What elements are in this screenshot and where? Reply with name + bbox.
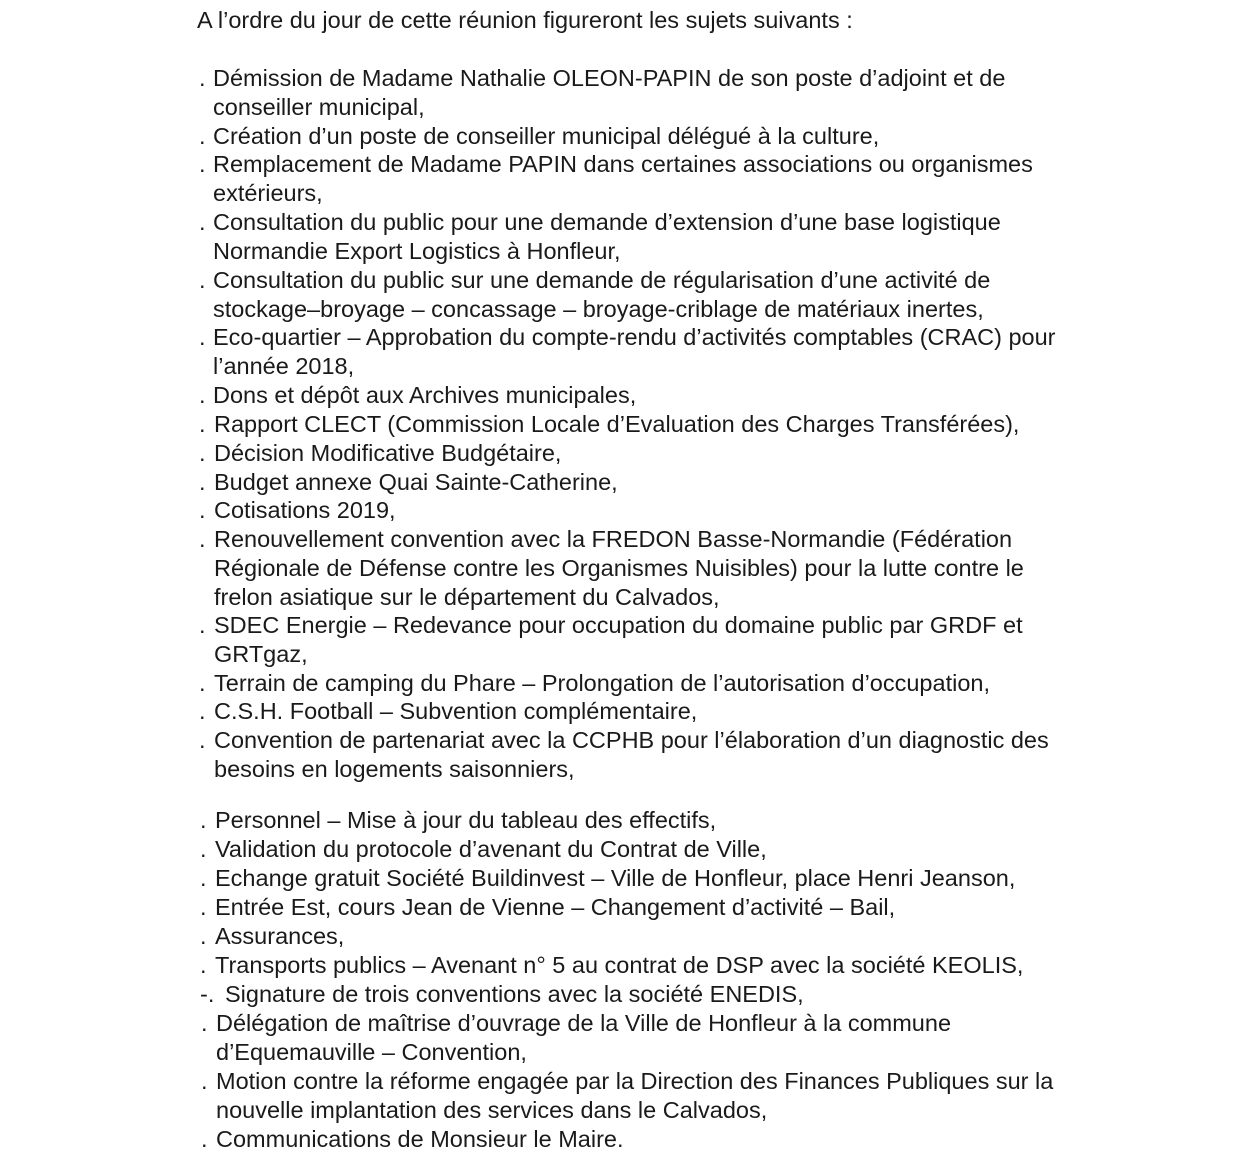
agenda-item-marker: . — [199, 497, 206, 523]
agenda-item-text: Communications de Monsieur le Maire. — [216, 1126, 624, 1152]
agenda-item-text: conseiller municipal, — [213, 94, 425, 120]
agenda-item-marker: . — [199, 267, 206, 293]
agenda-item-text: Création d’un poste de conseiller municipal délégué à la culture, — [213, 123, 880, 149]
agenda-item-marker: . — [199, 411, 206, 437]
agenda-item-marker: . — [200, 952, 207, 978]
agenda-item-text: extérieurs, — [213, 180, 323, 206]
agenda-item-marker: . — [199, 382, 206, 408]
agenda-item-marker: . — [199, 123, 206, 149]
agenda-item-marker: . — [201, 1010, 208, 1036]
agenda-item-marker: . — [200, 894, 207, 920]
agenda-item-marker: . — [199, 151, 206, 177]
agenda-item-text: stockage–broyage – concassage – broyage-criblage de matériaux inertes, — [213, 296, 984, 322]
agenda-item-text: frelon asiatique sur le département du Calvados, — [214, 584, 720, 610]
agenda-item-text: Cotisations 2019, — [214, 497, 396, 523]
agenda-item-text: Personnel – Mise à jour du tableau des effectifs, — [215, 807, 717, 833]
agenda-item-marker: . — [199, 65, 206, 91]
agenda-item-text: Démission de Madame Nathalie OLEON-PAPIN de son poste d’adjoint et de — [213, 65, 1006, 91]
agenda-item-text: Eco-quartier – Approbation du compte-rendu d’activités comptables (CRAC) pour — [213, 324, 1056, 350]
agenda-item-text: Régionale de Défense contre les Organismes Nuisibles) pour la lutte contre le — [214, 555, 1024, 581]
agenda-item-marker: . — [199, 526, 206, 552]
agenda-item-text: C.S.H. Football – Subvention complémentaire, — [214, 698, 698, 724]
agenda-item-text: l’année 2018, — [213, 353, 355, 379]
agenda-item-text: Consultation du public pour une demande d’extension d’une base logistique — [213, 209, 1001, 235]
agenda-item-text: Normandie Export Logistics à Honfleur, — [213, 238, 621, 264]
agenda-item-marker: . — [199, 440, 206, 466]
agenda-item-text: Dons et dépôt aux Archives municipales, — [213, 382, 637, 408]
agenda-item-text: Transports publics – Avenant n° 5 au contrat de DSP avec la société KEOLIS, — [215, 952, 1024, 978]
agenda-item-text: Assurances, — [215, 923, 345, 949]
agenda-item-text: Décision Modificative Budgétaire, — [214, 440, 562, 466]
agenda-item-marker: . — [201, 1126, 208, 1152]
agenda-item-text: GRTgaz, — [214, 641, 308, 667]
agenda-item-text: Signature de trois conventions avec la société ENEDIS, — [225, 981, 804, 1007]
agenda-item-text: Terrain de camping du Phare – Prolongation de l’autorisation d’occupation, — [214, 670, 990, 696]
agenda-item-marker: . — [199, 324, 206, 350]
agenda-item-marker: . — [200, 923, 207, 949]
agenda-item-marker: . — [200, 836, 207, 862]
agenda-item-text: SDEC Energie – Redevance pour occupation du domaine public par GRDF et — [214, 612, 1023, 638]
agenda-item-marker: . — [199, 698, 206, 724]
agenda-item-text: Entrée Est, cours Jean de Vienne – Changement d’activité – Bail, — [215, 894, 896, 920]
agenda-item-marker: . — [199, 469, 206, 495]
agenda-item-marker: . — [200, 865, 207, 891]
agenda-item-text: Consultation du public sur une demande de régularisation d’une activité de — [213, 267, 991, 293]
agenda-item-marker: . — [200, 807, 207, 833]
agenda-item-text: Convention de partenariat avec la CCPHB pour l’élaboration d’un diagnostic des — [214, 727, 1049, 753]
agenda-item-marker: . — [201, 1068, 208, 1094]
agenda-item-text: Echange gratuit Société Buildinvest – Ville de Honfleur, place Henri Jeanson, — [215, 865, 1016, 891]
agenda-item-text: Rapport CLECT (Commission Locale d’Evaluation des Charges Transférées), — [214, 411, 1020, 437]
agenda-item-text: Remplacement de Madame PAPIN dans certaines associations ou organismes — [213, 151, 1033, 177]
agenda-item-text: Budget annexe Quai Sainte-Catherine, — [214, 469, 618, 495]
agenda-item-marker: -. — [200, 981, 215, 1007]
agenda-item-marker: . — [199, 727, 206, 753]
agenda-item-text: nouvelle implantation des services dans le Calvados, — [216, 1097, 768, 1123]
agenda-item-text: Délégation de maîtrise d’ouvrage de la Ville de Honfleur à la commune — [216, 1010, 952, 1036]
agenda-item-text: Motion contre la réforme engagée par la Direction des Finances Publiques sur la — [216, 1068, 1054, 1094]
agenda-item-text: Validation du protocole d’avenant du Contrat de Ville, — [215, 836, 767, 862]
agenda-item-text: besoins en logements saisonniers, — [214, 756, 575, 782]
agenda-item-text: d’Equemauville – Convention, — [216, 1039, 527, 1065]
agenda-item-text: Renouvellement convention avec la FREDON Basse-Normandie (Fédération — [214, 526, 1013, 552]
agenda-item-marker: . — [199, 612, 206, 638]
agenda-item-marker: . — [199, 209, 206, 235]
agenda-intro: A l’ordre du jour de cette réunion figureront les sujets suivants : — [197, 7, 853, 33]
agenda-item-marker: . — [199, 670, 206, 696]
